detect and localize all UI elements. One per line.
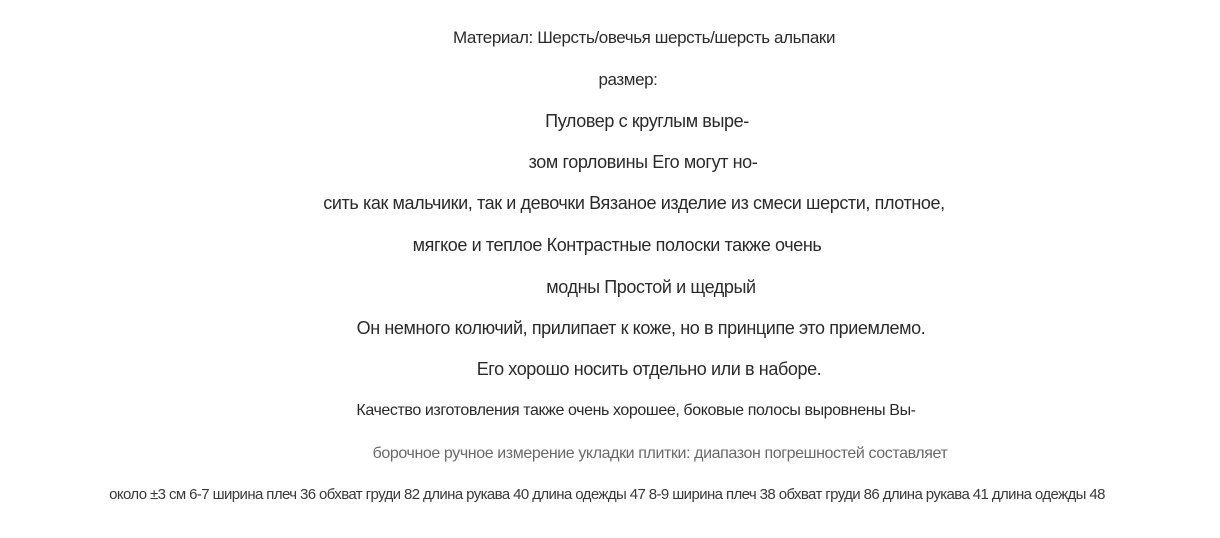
material-line: Материал: Шерсть/овечья шерсть/шерсть альпаки — [452, 28, 836, 47]
quality-line: Качество изготовления также очень хорошее, боковые полосы выровнены Вы- — [356, 402, 916, 419]
review-line-2: Его хорошо носить отдельно или в наборе. — [476, 359, 822, 379]
size-measurements-line: около ±3 см 6-7 ширина плеч 36 обхват груди 82 длина рукава 40 длина одежды 47 8-9 ширина плеч 38 обхват груди 86 длина рукава 41 длина одежды 48 — [109, 486, 1105, 503]
review-line-1: Он немного колючий, прилипает к коже, но в принципе это приемлемо. — [356, 318, 926, 338]
description-line-1: Пуловер с круглым выре- — [545, 111, 749, 131]
description-line-3: сить как мальчики, так и девочки Вязаное изделие из смеси шерсти, плотное, — [323, 193, 945, 213]
description-line-5: модны Простой и щедрый — [546, 277, 756, 297]
description-line-4: мягкое и теплое Контрастные полоски также очень — [412, 235, 822, 255]
size-heading: размер: — [598, 70, 658, 89]
measurement-note-line: борочное ручное измерение укладки плитки: диапазон погрешностей составляет — [372, 445, 948, 462]
description-line-2: зом горловины Его могут но- — [528, 152, 758, 172]
